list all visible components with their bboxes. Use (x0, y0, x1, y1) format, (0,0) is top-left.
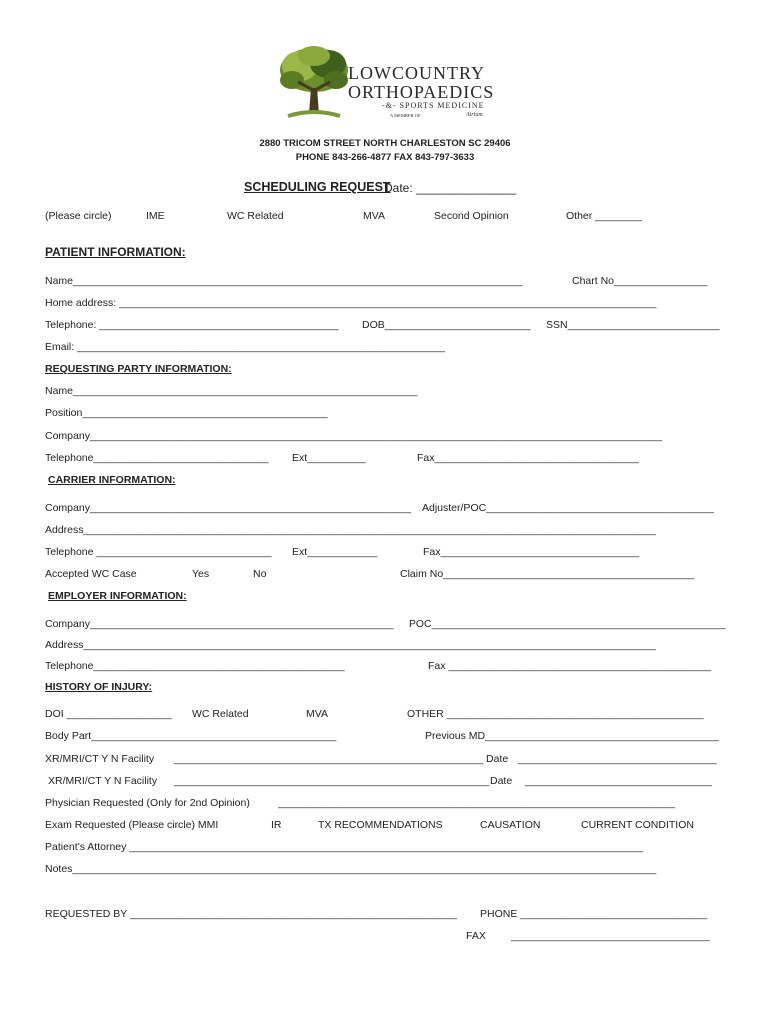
form-title: SCHEDULING REQUEST (244, 180, 391, 194)
logo-line3: -&- SPORTS MEDICINE (382, 101, 485, 110)
imaging-1-date-label: Date (486, 753, 509, 765)
oak-tree-icon (278, 44, 350, 122)
exam-requested-label: Exam Requested (Please circle) MMI (45, 819, 219, 831)
employer-fax-field[interactable]: Fax _____________________________________________ (428, 660, 712, 672)
imaging-2-facility-field[interactable]: ______________________________________________________ (174, 775, 490, 787)
injury-wc-related-option[interactable]: WC Related (192, 708, 249, 720)
option-second-opinion[interactable]: Second Opinion (434, 210, 509, 222)
patient-telephone-field[interactable]: Telephone: _________________________________________ (45, 319, 339, 331)
requesting-name-field[interactable]: Name___________________________________________________________ (45, 385, 418, 397)
imaging-1-label: XR/MRI/CT Y N Facility (45, 753, 155, 765)
employer-telephone-field[interactable]: Telephone___________________________________________ (45, 660, 345, 672)
claim-no-field[interactable]: Claim No___________________________________________ (400, 568, 695, 580)
footer-fax-field[interactable]: __________________________________ (511, 930, 710, 942)
accepted-yes-option[interactable]: Yes (192, 568, 210, 580)
patient-attorney-field[interactable]: Patient's Attorney ________________________________________________________________________________________ (45, 841, 644, 853)
imaging-1-facility-field[interactable]: _____________________________________________________ (174, 753, 484, 765)
patient-heading: PATIENT INFORMATION: (45, 245, 186, 259)
employer-company-field[interactable]: Company____________________________________________________ (45, 618, 394, 630)
requesting-telephone-field[interactable]: Telephone______________________________ (45, 452, 269, 464)
adjuster-poc-field[interactable]: Adjuster/POC_______________________________________ (422, 502, 714, 514)
carrier-fax-field[interactable]: Fax__________________________________ (423, 546, 640, 558)
requested-by-field[interactable]: REQUESTED BY ________________________________________________________ (45, 908, 458, 920)
logo-line5: Atrium (466, 112, 483, 118)
requesting-company-field[interactable]: Company__________________________________________________________________________________________________ (45, 430, 663, 442)
option-wc-related[interactable]: WC Related (227, 210, 284, 222)
position-field[interactable]: Position__________________________________________ (45, 407, 328, 419)
patient-name-field[interactable]: Name_____________________________________________________________________________ (45, 275, 523, 287)
logo-line4: A MEMBER OF (390, 113, 421, 118)
imaging-2-date-field[interactable]: ________________________________ (525, 775, 712, 787)
carrier-company-field[interactable]: Company_______________________________________________________ (45, 502, 412, 514)
requesting-fax-field[interactable]: Fax___________________________________ (417, 452, 639, 464)
carrier-address-field[interactable]: Address__________________________________________________________________________________________________ (45, 524, 656, 536)
previous-md-field[interactable]: Previous MD________________________________________ (425, 730, 719, 742)
imaging-1-date-field[interactable]: __________________________________ (518, 753, 717, 765)
physician-requested-label: Physician Requested (Only for 2nd Opinion) (45, 797, 250, 809)
email-field[interactable]: Email: _______________________________________________________________ (45, 341, 445, 353)
date-field[interactable]: Date: _______________ (384, 181, 517, 195)
physician-requested-field[interactable]: ____________________________________________________________________ (278, 797, 676, 809)
injury-mva-option[interactable]: MVA (306, 708, 328, 720)
ssn-field[interactable]: SSN__________________________ (546, 319, 720, 331)
option-ime[interactable]: IME (146, 210, 165, 222)
home-address-field[interactable]: Home address: ____________________________________________________________________________________________ (45, 297, 657, 309)
body-part-field[interactable]: Body Part__________________________________________ (45, 730, 337, 742)
employer-heading: EMPLOYER INFORMATION: (48, 590, 187, 602)
logo-line1: LOWCOUNTRY (348, 63, 485, 83)
requesting-heading: REQUESTING PARTY INFORMATION: (45, 363, 232, 375)
carrier-heading: CARRIER INFORMATION: (48, 474, 176, 486)
dob-field[interactable]: DOB_________________________ (362, 319, 531, 331)
chart-no-field[interactable]: Chart No________________ (572, 275, 708, 287)
carrier-telephone-field[interactable]: Telephone ______________________________ (45, 546, 272, 558)
clinic-address: 2880 TRICOM STREET NORTH CHARLESTON SC 29406 (259, 138, 511, 149)
injury-other-field[interactable]: OTHER ____________________________________________ (407, 708, 704, 720)
exam-current-condition-option[interactable]: CURRENT CONDITION (581, 819, 694, 831)
exam-ir-option[interactable]: IR (271, 819, 282, 831)
footer-fax-label: FAX (466, 930, 486, 942)
carrier-ext-field[interactable]: Ext____________ (292, 546, 378, 558)
exam-causation-option[interactable]: CAUSATION (480, 819, 541, 831)
doi-field[interactable]: DOI __________________ (45, 708, 172, 720)
exam-tx-option[interactable]: TX RECOMMENDATIONS (318, 819, 443, 831)
option-mva[interactable]: MVA (363, 210, 385, 222)
employer-address-field[interactable]: Address__________________________________________________________________________________________________ (45, 639, 656, 651)
requesting-ext-field[interactable]: Ext__________ (292, 452, 366, 464)
accepted-no-option[interactable]: No (253, 568, 267, 580)
logo (278, 44, 518, 124)
imaging-2-date-label: Date (490, 775, 513, 787)
employer-poc-field[interactable]: POC___________________________________________________ (409, 618, 726, 630)
option-other[interactable]: Other ________ (566, 210, 642, 222)
footer-phone-field[interactable]: PHONE ________________________________ (480, 908, 708, 920)
imaging-2-label: XR/MRI/CT Y N Facility (48, 775, 158, 787)
logo-line2: ORTHOPAEDICS (348, 82, 495, 102)
please-circle-label: (Please circle) (45, 210, 112, 222)
injury-heading: HISTORY OF INJURY: (45, 681, 153, 693)
notes-field[interactable]: Notes____________________________________________________________________________________________________ (45, 863, 657, 875)
clinic-phone-fax: PHONE 843-266-4877 FAX 843-797-3633 (295, 152, 475, 163)
accepted-wc-label: Accepted WC Case (45, 568, 137, 580)
